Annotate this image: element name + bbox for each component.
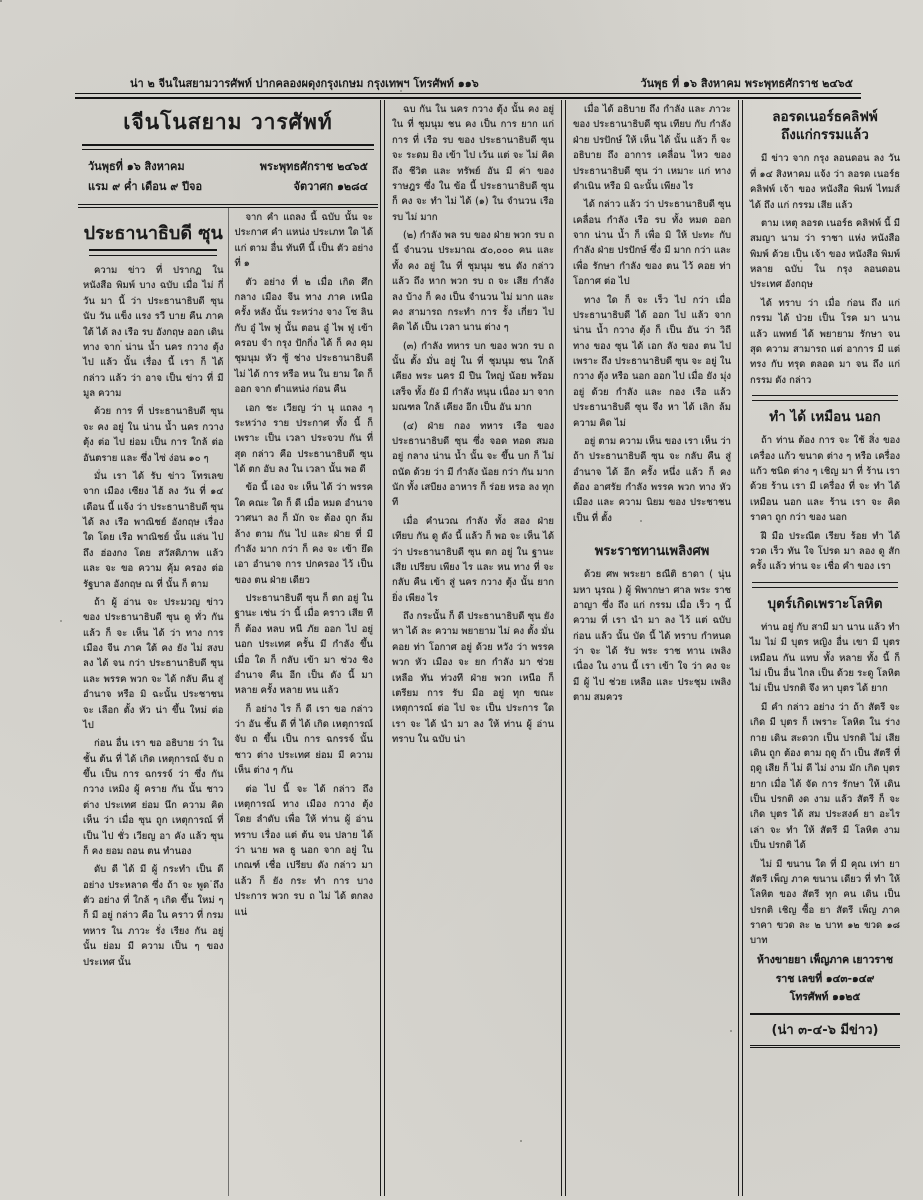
left-column-pair — [78, 100, 378, 1196]
northcliffe-body — [750, 151, 900, 388]
body-paragraph: ไม่ มี ขนาน ใด ที่ มี คุณ เท่า ยา สัตรี เพ็ญ ภาค ขนาน เดียว ที่ ทำ ให้ โลหิต ของ สัตรี ทุก คน เดิน เป็น ปรกติ เชิญ ซื้อ ยา สัตรี เพ็ญ ภาค ราคา ขวด ละ ๒ บาท ๑๒ ขวด ๑๘ บาท — [750, 858, 900, 947]
body-paragraph: เมื่อ คำนวณ กำลัง ทั้ง สอง ฝ่าย เทียบ กัน ดู ดัง นี้ แล้ว ก็ พอ จะ เห็น ได้ ว่า ประธานาธิบดี ซุน ตก อยู่ ใน ฐานะ เสีย เปรียบ เพียง ไร และ หน ทาง ที่ จะ กลับ คืน เข้า สู่ นคร กวาง ตุ้ง นั้น ยาก ยิ่ง เพียง ไร — [392, 515, 554, 604]
body-paragraph: ตาม เหตุ ลอรด เนอร์ธ คลิฟพ์ นี้ มี สมญา นาม ว่า ราชา แห่ง หนังสือ พิมพ์ ด้วย เป็น เจ้า ของ หนังสือ พิมพ์ หลาย ฉบับ ใน กรุง ลอนดอน ประเทศ อังกฤษ — [750, 217, 900, 291]
signature-line: ราช เลขที่ ๑๔๓-๑๔๙ — [775, 972, 875, 985]
issue-date: วันพุธที่ ๑๖ สิงหาคม — [88, 160, 185, 173]
newspaper-title: เจีนโนสยาม วารศัพท์ — [123, 110, 333, 134]
body-paragraph: จาก คำ แถลง นี้ ฉบับ นั้น จะ ประกาศ คำ แหน่ง ประเภท ใด ได้ แก่ ตาม อื่น ทันที นี้ เป็น ตัว อย่าง ที่ ๑ — [234, 212, 373, 270]
signature-line: ห้างขายยา เพ็ญภาค เยาวราช — [756, 953, 894, 966]
body-paragraph: ก็ อย่าง ไร ก็ ดี เรา ขอ กล่าว ว่า อัน ชั้น ดี ที่ ได้ เกิด เหตุการณ์ จับ ถ ขึ้น เป็น การ ฉกรรจ์ นั้น ชาว ต่าง ประเทศ ย่อม มี ความ เห็น ต่าง ๆ กัน — [234, 703, 373, 777]
column-3 — [387, 100, 559, 1196]
column-divider — [561, 100, 566, 1196]
running-head — [130, 74, 853, 92]
advertiser-signature — [750, 952, 900, 1008]
masthead-date-row — [80, 156, 376, 176]
column-divider — [738, 100, 743, 1196]
body-paragraph: ก่อน อื่น เรา ขอ อธิบาย ว่า ใน ชั้น ต้น ที่ ได้ เกิด เหตุการณ์ จับ ถ ขึ้น เป็น การ ฉกรรจ์ ว่า ซึ่ง กัน กวาง เหมิง ผู้ คราย กัน นั้น ชาว ต่าง ประเทศ ย่อม นึก ความ คิด เห็น ว่า เมื่อ ซุน ถูก เหตุการณ์ ที่ เป็น ไป ชั่ว เวียญ อา คัง แล้ว ซุน ก็ คง ยอม ถอน ตน ทำนอง — [83, 738, 224, 857]
body-paragraph: ได้ ทราบ ว่า เมื่อ ก่อน ถึง แก่ กรรม ได้ ป่วย เป็น โรค มา นาน แล้ว แพทย์ ได้ พยายาม รักษา จน สุด ความ สามารถ แต่ อาการ มี แต่ ทรง กับ ทรุด ตลอด มา จน ถึง แก่ กรรม ดัง กล่าว — [750, 297, 900, 386]
body-paragraph: ทาง ใด ก็ จะ เร็ว ไป กว่า เมื่อ ประธานาธิบดี ได้ ออก ไป แล้ว จาก น่าน น้ำ กวาง ตุ้ง ก็ เป็น อัน ว่า วิถี ทาง ของ ซุน ได้ เอก ลัง ของ ตน ไป เพราะ ถึง ประธานาธิบดี ซุน จะ อยู่ ใน กวาง ตุ้ง หรือ นอก ออก ไป เมื่อ ยัง มุ่ง อยู่ ด้วย กำลัง และ กอง เรือ แล้ว ประธานาธิบดี ซุน จึง หา ได้ เลิก ล้ม ความ คิด ไม่ — [573, 294, 731, 429]
signature-line: โทรศัพท์ ๑๑๒๕ — [789, 991, 861, 1004]
body-paragraph: ท่าน อยู่ กับ สามี มา นาน แล้ว ทำ ไม ไม่ มี บุตร หญิง อื่น เขา มี บุตร เหมือน กัน แทบ ทั้ง หลาย ทั้ง นี้ ก็ ไม่ เป็น อื่น ไกล เป็น ด้วย ระดู โลหิต ไม่ เป็น ปรกติ จึง หา บุตร ได้ ยาก — [750, 621, 900, 695]
child-blood-body — [750, 620, 900, 949]
article-headline-child-blood: บุตร์เกิดเพราะโลหิต — [767, 595, 883, 612]
body-paragraph: ต่อ ไป นี้ จะ ได้ กล่าว ถึง เหตุการณ์ ทาง เมือง กวาง ตุ้ง โดย ลำดับ เพื่อ ให้ ท่าน ผู้ อ่าน ทราบ เรื่อง แต่ ต้น จน ปลาย ได้ ว่า นาย พล ธู นอก จาก อยู่ ใน เกณฑ์ เชื่อ เปรียบ ดัง กล่าว มา แล้ว ก็ ยัง กระ ทำ การ บาง ประการ พวก รบ ถ ไม่ ได้ ตกลง แน่ — [234, 783, 373, 918]
made-like-foreign-body — [750, 433, 900, 574]
body-paragraph: ข้อ นี้ เอง จะ เห็น ได้ ว่า พรรค ใด คณะ ใด ก็ ดี เมื่อ หมด อำนาจ วาศนา ลง ก็ มัก จะ ต้อง ถูก ล้ม ล้าง ตาม กัน ไป และ ฝ่าย ที่ มี กำลัง มาก กว่า ก็ คง จะ เข้า ยึด เอา อำนาจ การ ปกครอง ไว้ เป็น ของ ตน ฝ่าย เดียว — [234, 482, 373, 586]
minor-era-year: จัตวาศก ๑๒๘๔ — [293, 180, 368, 193]
body-paragraph: มี ข่าว จาก กรุง ลอนดอน ลง วัน ที่ ๑๔ สิงหาคม แจ้ง ว่า ลอรด เนอร์ธ คลิฟพ์ เจ้า ของ หนังสือ พิมพ์ ไทมส์ ได้ ถึง แก่ กรรม เสีย แล้ว — [750, 153, 900, 211]
article-headline-royal-cremation: พระราชทานเพลิงศพ — [594, 544, 710, 560]
column-2-body — [234, 210, 373, 920]
body-paragraph: ประธานาธิบดี ซุน ก็ ตก อยู่ ใน ฐานะ เช่น ว่า นี้ เมื่อ คราว เสีย ที ก็ ต้อง หลบ หนี ภัย ออก ไป อยู่ นอก ประเทศ ครั้น มี กำลัง ขึ้น เมื่อ ใด ก็ กลับ เข้า มา ช่วง ชิง อำนาจ คืน อีก เป็น ดัง นี้ มา หลาย ครั้ง หลาย หน แล้ว — [234, 593, 373, 697]
headline-rule — [89, 249, 217, 256]
top-rule — [75, 93, 861, 99]
running-head-right: วันพุธ ที่ ๑๖ สิงหาคม พระพุทธศักราช ๒๔๖๕ — [640, 77, 853, 90]
body-paragraph: ด้วย การ ที่ ประธานาธิบดี ซุน จะ คง อยู่ ใน น่าน น้ำ นคร กวาง ตุ้ง ต่อ ไป ย่อม เป็น การ ใกล้ ต่อ อันตราย และ ซึ่ง ไซ่ ง่อน ๑๐ ๆ — [83, 406, 224, 464]
column-4-body-top — [573, 102, 731, 526]
running-head-left: น่า ๒ จีนในสยามวารศัพท์ ปากคลองผดุงกรุงเกษม กรุงเทพฯ โทรศัพท์ ๑๑๖ — [130, 77, 479, 90]
column-4 — [568, 100, 736, 1196]
column-2 — [229, 208, 378, 1196]
column-1 — [78, 208, 229, 1196]
article-divider — [752, 395, 898, 401]
masthead — [78, 100, 378, 208]
column-5 — [745, 100, 905, 1196]
body-paragraph: ถ้า ผู้ อ่าน จะ ประมวญ ข่าว ของ ประธานาธิบดี ซุน ดู ทั่ว กัน แล้ว ก็ จะ เห็น ได้ ว่า ทาง การ เมือง จีน ภาค ใต้ คง ยัง ไม่ สงบ ลง ได้ จน กว่า ประธานาธิบดี ซุน และ พรรค พวก จะ ได้ กลับ คืน สู่ อำนาจ หรือ มิ ฉะนั้น ประชาชน จะ เลือก ตั้ง หัว น่า ขึ้น ใหม่ ต่อ ไป — [83, 596, 224, 731]
body-paragraph: ถึง กระนั้น ก็ ดี ประธานาธิบดี ซุน ยัง หา ได้ ละ ความ พยายาม ไม่ คง ตั้ง มั่น คอย ท่า โอกาศ อยู่ ด้วย หวัง ว่า พรรค พวก หัว เมือง จะ ยก กำลัง มา ช่วย เหลือ ทัน ท่วงที ฝ่าย พวก เหนือ ก็ เตรียม การ รับ มือ อยู่ ทุก ขณะ เหตุการณ์ ต่อ ไป จะ เป็น ประการ ใด เรา จะ ได้ นำ มา ลง ให้ ท่าน ผู้ อ่าน ทราบ ใน ฉบับ น่า — [392, 611, 554, 745]
buddhist-era: พระพุทธศักราช ๒๔๖๕ — [259, 160, 368, 173]
masthead-rule — [82, 144, 374, 150]
article-headline-northcliffe — [750, 108, 900, 144]
column-divider — [380, 100, 385, 1196]
masthead-lunar-row — [80, 176, 376, 196]
lunar-date: แรม ๙ ค่ำ เดือน ๙ ปีจอ — [88, 180, 203, 193]
body-paragraph: ด้วย ศพ พระยา ธณีติ ธาดา ( นุ่น มหา นุรณ ) ผู้ พิพากษา ศาล พระ ราช อาญา ซึ่ง ถึง แก่ กรรม เมื่อ เร็ว ๆ นี้ ความ ที่ เรา นำ มา ลง ไว้ แต่ ฉบับ ก่อน แล้ว นั้น บัด นี้ ได้ ทราบ กำหนด ว่า จะ ได้ รับ พระ ราช ทาน เพลิง เนื่อง ใน งาน นี้ เรา เข้า ใจ ว่า คง จะ มี ผู้ ไป ช่วย เหลือ และ ประชุม เพลิง ตาม สมควร — [573, 569, 731, 704]
northcliffe-headline-line1: ลอรดเนอร์ธคลิฟพ์ — [772, 109, 878, 125]
column-4-body-bottom — [573, 567, 731, 705]
body-paragraph: (๓) กำลัง ทหาร บก ของ พวก รบ ถ นั้น ตั้ง มั่น อยู่ ใน ที่ ชุมนุม ชน ใกล้ เคียง พระ นคร มี ปืน ใหญ่ น้อย พร้อม เสร็จ ทั้ง ยัง มี กำลัง หนุน เนื่อง มา จาก มณฑล ใกล้ เคียง อีก เป็น อัน มาก — [392, 340, 554, 414]
column-1-body — [83, 263, 223, 970]
body-paragraph: มั่น เรา ได้ รับ ข่าว โทรเลข จาก เมือง เซียง ไฮ้ ลง วัน ที่ ๑๔ เดือน นี้ แจ้ง ว่า ประธานาธิบดี ซุน ได้ ลง เรือ พาณิชย์ อังกฤษ เรื่อง ใด โดย เรือ พาณิชย์ นั้น แล่น ไป ถึง ฮ่องกง โดย สวัสดิภาพ แล้ว และ จะ ขอ ความ คุ้ม ครอง ต่อ รัฐบาล อังกฤษ ณ ที่ นั้น ก็ ตาม — [83, 470, 224, 590]
column-3-body — [392, 102, 554, 747]
left-pair-body — [78, 208, 378, 1196]
scan-noise — [0, 0, 2, 2]
page-columns — [78, 100, 905, 1196]
body-paragraph: มี คำ กล่าว อย่าง ว่า ถ้า สัตรี จะ เกิด มี บุตร ก็ เพราะ โลหิต ใน ร่าง กาย เดิน สะดวก เป็น ปรกติ ไม่ เสีย เดิน ถูก ต้อง ตาม ฤดู ถ้า เป็น สัตรี ที่ ฤดู เสีย ก็ ไม่ ดี ไม่ งาม มัก เกิด บุตร ยาก เมื่อ ได้ จัด การ รักษา ให้ เดิน เป็น ปรกติ งด งาม แล้ว สัตรี ก็ จะ เกิด บุตร ได้ สม ประสงค์ ยา อะไร เล่า จะ ทำ ให้ สัตรี มี โลหิต งาม เป็น ปรกติ ได้ — [750, 701, 900, 852]
body-paragraph: ตัว อย่าง ที่ ๒ เมื่อ เกิด ศึก กลาง เมือง จีน ทาง ภาค เหนือ ครั้ง หลัง นั้น ระหว่าง จาง โซ ลิน กับ อู๋ ไพ ฟู นั้น ตอน อู๋ ไพ ฟู เข้า ครอบ จำ กรุง ปักกิ่ง ได้ ก็ คง คุม ชุมนุม หัว ซู้ ช่าง ประธานาธิบดี ไม่ ได้ การ หรือ หน ใน ยาม ใด ก็ ออก จาก ตำแหน่ง ก่อน คืน — [234, 276, 373, 396]
body-paragraph: ถ้า ท่าน ต้อง การ จะ ใช้ สิ่ง ของ เครื่อง แก้ว ขนาด ต่าง ๆ หรือ เครื่อง แก้ว ชนิด ต่าง ๆ เชิญ มา ที่ ร้าน เรา ด้วย ร้าน เรา มี เครื่อง ที่ จะ ทำ ได้ เหมือน นอก และ ร้าน เรา จะ คิด ราคา ถูก กว่า ของ นอก — [750, 435, 900, 524]
body-paragraph: ฉบ กัน ใน นคร กวาง ตุ้ง นั้น คง อยู่ ใน ที่ ชุมนุม ชน คง เป็น การ ยาก แก่ การ ที่ เรือ รบ ของ ประธานาธิบดี ซุน จะ ระดม ยิง เข้า ไป เว้น แต่ จะ ไม่ คิด ถึง ชีวิต และ ทรัพย์ อัน มี ค่า ของ ราษฎร ซึ่ง ใน ข้อ นี้ ประธานาธิบดี ซุน ก็ คง จะ ทำ ไม่ ได้ (๑) ใน จำนวน เรือ รบ ไม่ มาก — [392, 104, 554, 223]
body-paragraph: ได้ กล่าว แล้ว ว่า ประธานาธิบดี ซุน เคลื่อน กำลัง เรือ รบ ทั้ง หมด ออก จาก น่าน น้ำ ก็ เพื่อ มิ ให้ ปะทะ กับ กำลัง ฝ่าย ปรปักษ์ ซึ่ง มี มาก กว่า และ เพื่อ รักษา กำลัง ของ ตน ไว้ คอย ท่า โอกาศ ต่อ ไป — [573, 199, 731, 288]
article-headline-president-sun: ประธานาธิบดี ซุน — [83, 223, 223, 244]
body-paragraph: (๒) กำลัง พล รบ ของ ฝ่าย พวก รบ ถ นี้ จำนวน ประมาณ ๕๐,๐๐๐ คน และ ทั้ง คง อยู่ ใน ที่ ชุมนุม ชน ดัง กล่าว แล้ว ถึง หาก พวก รบ ถ จะ เสีย กำลัง ลง บ้าง ก็ คง เป็น จำนวน ไม่ มาก และ คง สามารถ กระทำ การ รั้ง เกี่ยว ไป คิด ได้ เป็น เวลา นาน ต่าง ๆ — [392, 230, 554, 334]
body-paragraph: ดับ ดี ได้ มี ผู้ กระทำ เป็น ดี อย่าง ประหลาด ซึ่ง ถ้า จะ พูด ถึง ตัว อย่าง ที่ ใกล้ ๆ เกิด ขึ้น ใหม่ ๆ ก็ มี อยู่ กล่าว คือ ใน คราว ที่ กรม ทหาร ใน ภาวะ รั่ง เรียง กัน อยู่ นั้น ย่อม มี ความ เป็น ๆ ของ ประเทศ นั้น — [83, 864, 224, 968]
body-paragraph: เมื่อ ได้ อธิบาย ถึง กำลัง และ ภาวะ ของ ประธานาธิบดี ซุน เทียบ กับ กำลัง ฝ่าย ปรปักษ์ ให้ เห็น ได้ นั้น แล้ว ก็ จะ อธิบาย ถึง อาการ เคลื่อน ไหว ของ ประธานาธิบดี ซุน ว่า เหมาะ แก่ ทาง ดำเนิน หรือ มิ ฉะนั้น เพียง ไร — [573, 104, 731, 192]
article-divider — [752, 582, 898, 588]
body-paragraph: (๔) ฝ่าย กอง ทหาร เรือ ของ ประธานาธิบดี ซุน ซึ่ง จอด ทอด สมอ อยู่ กลาง น่าน น้ำ นั้น จะ ขึ้น บก ก็ ไม่ ถนัด ด้วย ว่า มี กำลัง น้อย กว่า กัน มาก นัก ทั้ง เสบียง อาหาร ก็ ร่อย หรอ ลง ทุก ที — [392, 420, 554, 509]
northcliffe-headline-line2: ถึงแก่กรรมแล้ว — [781, 127, 869, 144]
body-paragraph: เอก ชะ เวียญ ว่า นุ แถลง ๆ ระหว่าง ราย ประกาศ ทั้ง นี้ ก็ เพราะ เป็น เวลา ประจวบ กัน ที่ สุด กล่าว คือ ประธานาธิบดี ซุน ได้ ตก อับ ลง ใน เวลา นั้น พอ ดี — [234, 402, 373, 475]
article-headline-made-like-foreign: ทำ ได้ เหมือน นอก — [769, 409, 881, 426]
more-news-note: (น่า ๓-๔-๖ มีข่าว) — [750, 1013, 900, 1048]
body-paragraph: อยู่ ตาม ความ เห็น ของ เรา เห็น ว่า ถ้า ประธานาธิบดี ซุน จะ กลับ คืน สู่ อำนาจ ได้ อีก ครั้ง หนึ่ง แล้ว ก็ คง ต้อง อาศรัย กำลัง พรรค พวก ทาง หัว เมือง และ ความ นิยม ของ ประชาชน เป็น ที่ ตั้ง — [573, 435, 731, 524]
body-paragraph: ฝี มือ ประณีต เรียบ ร้อย ทำ ได้ รวด เร็ว ทัน ใจ โปรด มา ลอง ดู สัก ครั้ง แล้ว ท่าน จะ เชื่อ คำ ของ เรา — [750, 530, 900, 573]
body-paragraph: ความ ข่าว ที่ ปรากฏ ใน หนังสือ พิมพ์ บาง ฉบับ เมื่อ ไม่ กี่ วัน มา นี้ ว่า ประธานาธิบดี ซุน นับ วัน แข็ง แรง รวี บาย คืน ภาค ใต้ ได้ ลง เรือ รบ อังกฤษ ออก เดิน ทาง จาก น่าน น้ำ นคร กวาง ตุ้ง ไป แล้ว นั้น เรื่อง นี้ เรา ก็ ได้ กล่าว แล้ว ว่า อาจ เป็น ข่าว ที่ มี มูล ความ — [83, 265, 224, 399]
